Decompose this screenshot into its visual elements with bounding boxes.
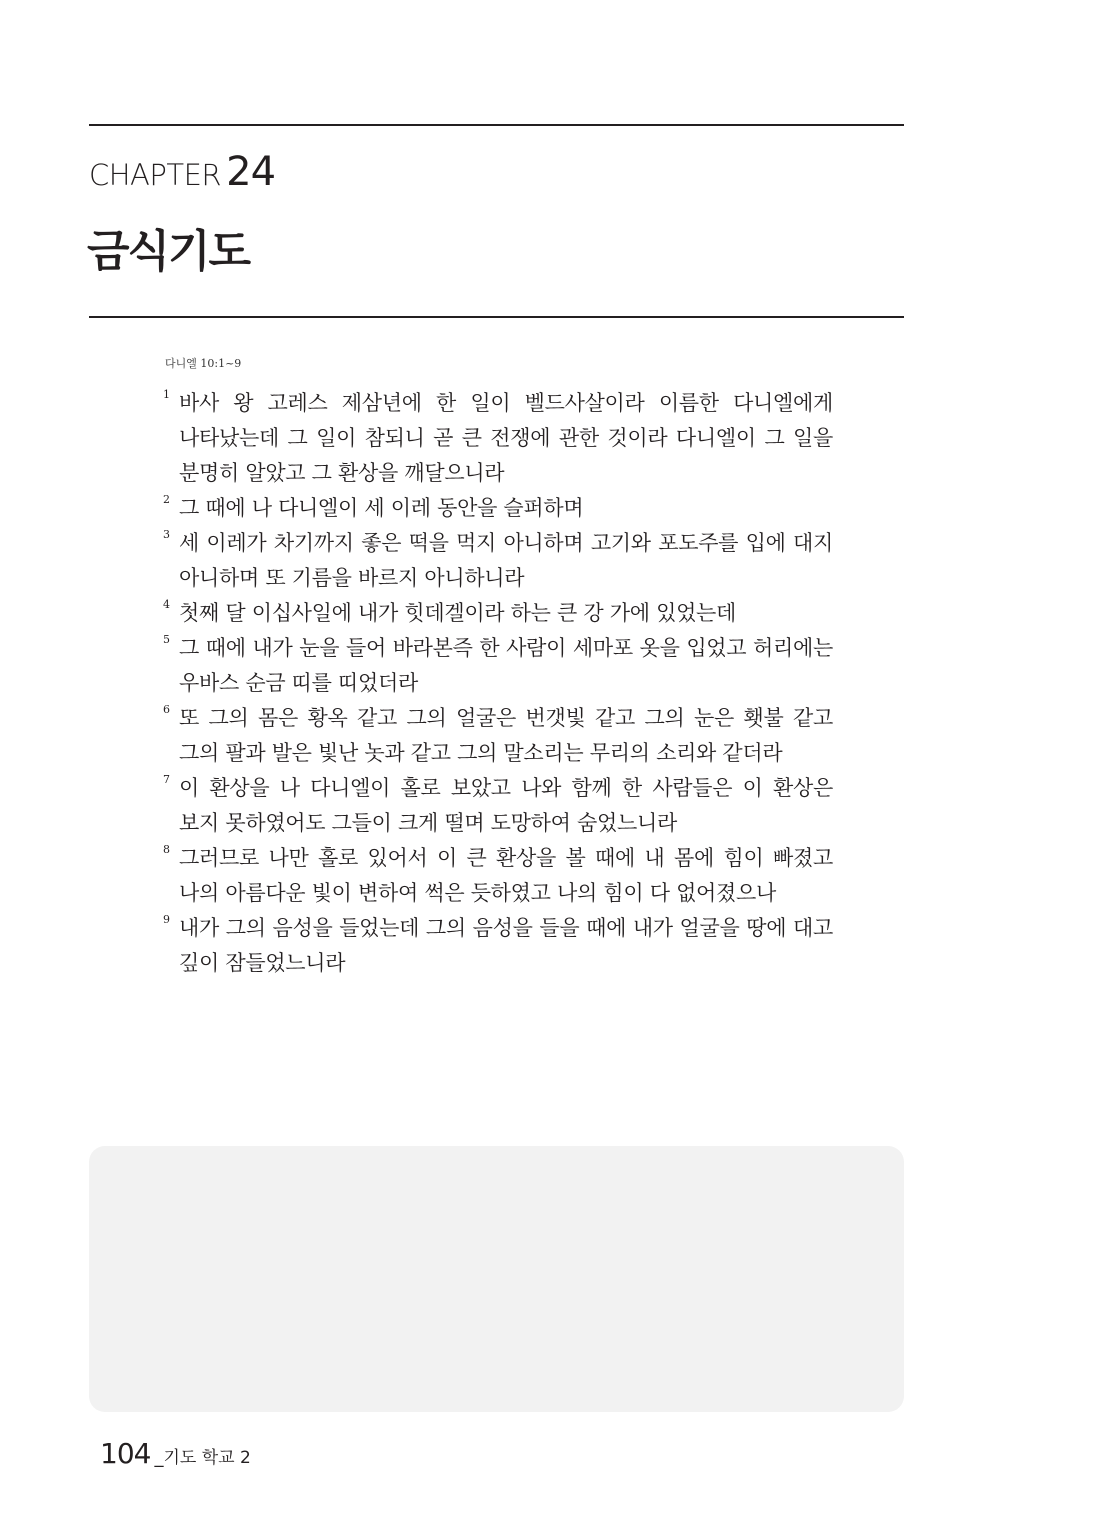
- page-number: 104: [100, 1437, 151, 1470]
- footer-separator: _: [154, 1447, 164, 1468]
- verse-number: 6: [163, 703, 170, 716]
- verse-number: 9: [163, 913, 170, 926]
- verse-number: 4: [163, 598, 170, 611]
- page-title: 금식기도: [87, 226, 250, 277]
- top-rule: [89, 124, 904, 126]
- chapter-word: CHAPTER: [89, 158, 222, 192]
- verse-text: 또 그의 몸은 황옥 같고 그의 얼굴은 번갯빛 같고 그의 눈은 횃불 같고 그의 팔과 발은 빛난 놋과 같고 그의 말소리는 무리의 소리와 같더라: [179, 706, 833, 765]
- chapter-number: 24: [226, 149, 276, 195]
- verse-number: 7: [163, 773, 170, 786]
- verse-number: 1: [163, 388, 170, 401]
- book-title: 기도 학교 2: [163, 1448, 251, 1468]
- chapter-heading: [89, 149, 276, 195]
- verse: [163, 841, 833, 911]
- verse-text: 내가 그의 음성을 들었는데 그의 음성을 들을 때에 내가 얼굴을 땅에 대고 깊이 잠들었느니라: [179, 916, 833, 975]
- verse-text: 그 때에 내가 눈을 들어 바라본즉 한 사람이 세마포 옷을 입었고 허리에는 우바스 순금 띠를 띠었더라: [179, 636, 833, 695]
- verse-number: 3: [163, 528, 170, 541]
- verse-text: 바사 왕 고레스 제삼년에 한 일이 벨드사살이라 이름한 다니엘에게 나타났는데 그 일이 참되니 곧 큰 전쟁에 관한 것이라 다니엘이 그 일을 분명히 알았고 그 환상을 깨달으니라: [179, 391, 834, 485]
- verse-text: 그러므로 나만 홀로 있어서 이 큰 환상을 볼 때에 내 몸에 힘이 빠졌고 나의 아름다운 빛이 변하여 썩은 듯하였고 나의 힘이 다 없어졌으나: [179, 846, 833, 905]
- page-footer: [100, 1437, 251, 1470]
- verse-text: 이 환상을 나 다니엘이 홀로 보았고 나와 함께 한 사람들은 이 환상은 보지 못하였어도 그들이 크게 떨며 도망하여 숨었느니라: [179, 776, 833, 835]
- verse-number: 5: [163, 633, 170, 646]
- notes-box: [89, 1146, 904, 1412]
- verse-text: 세 이레가 차기까지 좋은 떡을 먹지 아니하며 고기와 포도주를 입에 대지 아니하며 또 기름을 바르지 아니하니라: [179, 531, 833, 590]
- verse: [163, 491, 833, 526]
- verse-number: 8: [163, 843, 170, 856]
- bottom-rule: [89, 316, 904, 318]
- verse-text: 첫째 달 이십사일에 내가 힛데겔이라 하는 큰 강 가에 있었는데: [179, 601, 737, 625]
- verse: [163, 631, 833, 701]
- scripture-verses: [163, 386, 833, 981]
- verse: [163, 596, 833, 631]
- verse: [163, 526, 833, 596]
- verse: [163, 701, 833, 771]
- verse-number: 2: [163, 493, 170, 506]
- scripture-reference: 다니엘 10:1~9: [165, 357, 242, 370]
- verse: [163, 771, 833, 841]
- verse: [163, 911, 833, 981]
- verse-text: 그 때에 나 다니엘이 세 이레 동안을 슬퍼하며: [179, 496, 584, 520]
- verse: [163, 386, 833, 491]
